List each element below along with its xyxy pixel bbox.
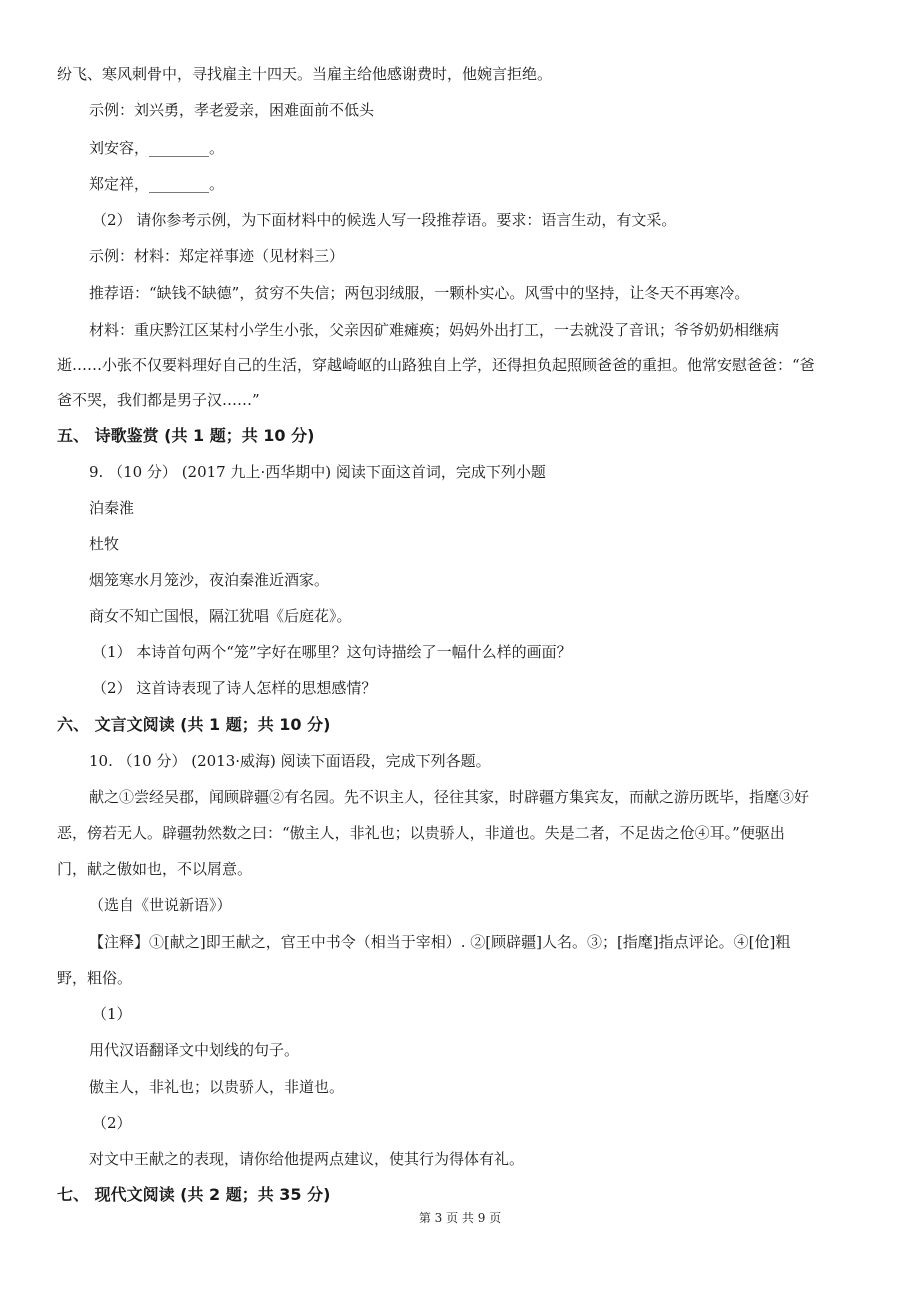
- material-line-2: 逝……小张不仅要料理好自己的生活，穿越崎岖的山路独自上学，还得担负起照顾爸爸的重担。他常安慰爸爸：“爸: [57, 356, 815, 374]
- question-10-sub-2: （2）: [92, 1114, 132, 1132]
- text-line: 纷飞、寒风刺骨中，寻找雇主十四天。当雇主给他感谢费时，他婉言拒绝。: [57, 65, 553, 83]
- question-10-sub-1-sentence: 傲主人，非礼也；以贵骄人，非道也。: [89, 1078, 345, 1096]
- section-6-heading: 六、 文言文阅读 (共 1 题；共 10 分): [57, 715, 331, 734]
- classical-text-2: 恶，傍若无人。辟疆勃然数之曰：“傲主人，非礼也；以贵骄人，非道也。失是二者，不足齿之伧④耳。”便驱出: [57, 824, 785, 842]
- source-note: （选自《世说新语》）: [89, 896, 232, 914]
- example-line: 示例：刘兴勇，孝老爱亲，困难面前不低头: [89, 101, 375, 119]
- annotation-line-2: 野，粗俗。: [57, 969, 133, 987]
- question-2: （2） 请你参考示例，为下面材料中的候选人写一段推荐语。要求：语言生动，有文采。: [92, 211, 677, 229]
- classical-text-1: 献之①尝经吴郡，闻顾辟疆②有名园。先不识主人，径往其家，时辟疆方集宾友，而献之游历既毕，指麾③好: [89, 788, 810, 806]
- recommendation: 推荐语：“缺钱不缺德”，贫穷不失信；两包羽绒服，一颗朴实心。风雪中的坚持，让冬天不再寒冷。: [89, 284, 750, 302]
- poem-line-2: 商女不知亡国恨，隔江犹唱《后庭花》。: [89, 607, 352, 625]
- poem-author: 杜牧: [89, 535, 120, 553]
- poem-line-1: 烟笼寒水月笼沙，夜泊秦淮近酒家。: [89, 571, 330, 589]
- question-9: 9. （10 分） (2017 九上·西华期中) 阅读下面这首词，完成下列小题: [89, 463, 546, 481]
- section-5-heading: 五、 诗歌鉴赏 (共 1 题；共 10 分): [57, 426, 315, 445]
- annotation-line-1: 【注释】①[献之]即王献之，官王中书令（相当于宰相）. ②[顾辟疆]人名。③；[指麾]指点评论。④[伧]粗: [89, 933, 791, 951]
- classical-text-3: 门，献之傲如也，不以屑意。: [57, 860, 253, 878]
- section-7-heading: 七、 现代文阅读 (共 2 题；共 35 分): [57, 1185, 331, 1204]
- material-line-1: 材料：重庆黔江区某村小学生小张，父亲因矿难瘫痪；妈妈外出打工，一去就没了音讯；爷爷奶奶相继病: [89, 321, 780, 339]
- material-line-3: 爸不哭，我们都是男子汉……”: [57, 391, 260, 409]
- question-10-sub-1-prompt: 用代汉语翻译文中划线的句子。: [89, 1041, 300, 1059]
- fill-blank-1: 刘安容，________。: [89, 139, 225, 157]
- fill-blank-2: 郑定祥，________。: [89, 175, 225, 193]
- page-footer: 第 3 页 共 9 页: [418, 1211, 502, 1225]
- question-9-sub-2: （2） 这首诗表现了诗人怎样的思想感情？: [92, 679, 377, 697]
- poem-title: 泊秦淮: [89, 499, 135, 517]
- question-9-sub-1: （1） 本诗首句两个“笼”字好在哪里？这句诗描绘了一幅什么样的画面？: [92, 643, 572, 661]
- question-10-sub-2-prompt: 对文中王献之的表现，请你给他提两点建议，使其行为得体有礼。: [89, 1150, 525, 1168]
- question-10-sub-1: （1）: [92, 1005, 132, 1023]
- example-material: 示例：材料：郑定祥事迹（见材料三）: [89, 247, 345, 265]
- question-10: 10. （10 分） (2013·威海) 阅读下面语段，完成下列各题。: [89, 752, 491, 770]
